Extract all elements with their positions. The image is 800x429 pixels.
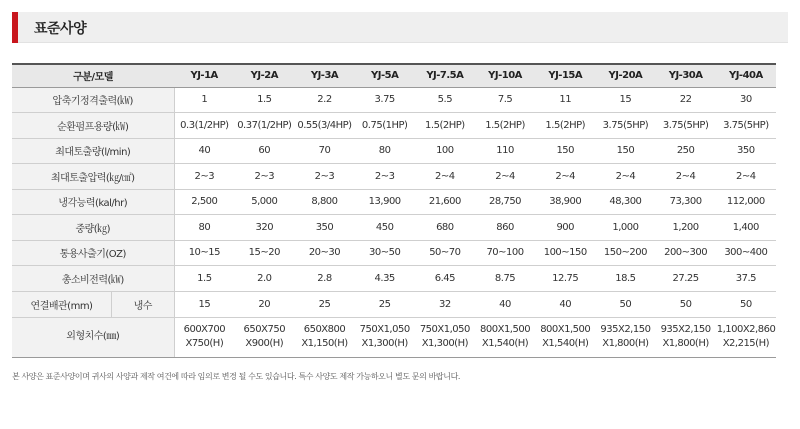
table-cell (535, 317, 595, 357)
table-cell: 2~3 (174, 164, 234, 190)
table-cell: 1 (174, 87, 234, 113)
table-cell: 30 (716, 87, 776, 113)
table-cell: 12.75 (535, 266, 595, 292)
dimension-line-2: X1,800(H) (662, 338, 709, 349)
dimension-line-1: 650X800 (303, 324, 346, 335)
dimension-line-2: X1,540(H) (481, 338, 529, 349)
table-cell: 2~3 (294, 164, 354, 190)
table-cell (355, 317, 415, 357)
dimension-line-1: 600X700 (183, 324, 226, 335)
table-cell: 50 (595, 291, 655, 317)
table-cell: 2,500 (174, 189, 234, 215)
table-body (12, 87, 776, 357)
table-cell: 32 (415, 291, 475, 317)
table-cell: 2~4 (595, 164, 655, 190)
dimension-line-1: 650X750 (243, 324, 286, 335)
table-cell: 70 (294, 138, 354, 164)
dimension-line-2: X1,300(H) (421, 338, 469, 349)
model-header: YJ-1A (174, 64, 234, 87)
table-cell: 8.75 (475, 266, 535, 292)
footnote: 본 사양은 표준사양이며 귀사의 사양과 제작 여건에 따라 임의로 변경 될 수도 있습니다. 특수 사양도 제작 가능하오니 별도 문의 바랍니다. (12, 372, 461, 381)
table-cell: 250 (656, 138, 716, 164)
dimension-line-1: 1,100X2,860 (716, 324, 776, 335)
title-accent-bar (12, 12, 18, 43)
row-label: 중량(㎏) (12, 215, 174, 241)
dimension-line-1: 800X1,500 (480, 324, 531, 335)
table-cell: 25 (355, 291, 415, 317)
table-cell: 50~70 (415, 240, 475, 266)
row-label: 냉각능력(kal/hr) (12, 189, 174, 215)
table-cell: 20~30 (294, 240, 354, 266)
table-row (12, 87, 776, 113)
table-cell: 1.5 (174, 266, 234, 292)
table-cell: 3.75 (355, 87, 415, 113)
table-cell: 450 (355, 215, 415, 241)
table-row (12, 138, 776, 164)
table-cell: 3.75(5HP) (716, 113, 776, 139)
table-cell: 5,000 (234, 189, 294, 215)
table-cell: 28,750 (475, 189, 535, 215)
table-cell: 27.25 (656, 266, 716, 292)
table-cell: 350 (294, 215, 354, 241)
table-cell: 60 (234, 138, 294, 164)
dimension-line-1: 750X1,050 (359, 324, 410, 335)
dimension-line-1: 935X2,150 (600, 324, 651, 335)
table-row (12, 189, 776, 215)
dimension-line-1: 800X1,500 (540, 324, 591, 335)
model-header: YJ-3A (294, 64, 354, 87)
dimension-line-2: X900(H) (245, 338, 284, 349)
table-cell: 100~150 (535, 240, 595, 266)
row-label: 최대토출량(l/min) (12, 138, 174, 164)
dimension-line-2: X1,540(H) (542, 338, 589, 349)
table-cell: 1.5 (234, 87, 294, 113)
table-row (12, 266, 776, 292)
table-cell: 300~400 (716, 240, 776, 266)
table-cell: 320 (234, 215, 294, 241)
table-cell: 8,800 (294, 189, 354, 215)
dimension-line-2: X750(H) (185, 338, 224, 349)
table-header-row (12, 64, 776, 87)
dimension-line-1: 935X2,150 (660, 324, 711, 335)
table-cell: 0.75(1HP) (355, 113, 415, 139)
row-label: 압축기정격출력(㎾) (12, 87, 174, 113)
table-cell: 21,600 (415, 189, 475, 215)
table-row-dimensions (12, 317, 776, 357)
table-cell: 48,300 (595, 189, 655, 215)
row-label: 통용사출기(OZ) (12, 240, 174, 266)
dimension-line-1: 750X1,050 (419, 324, 470, 335)
table-cell: 7.5 (475, 87, 535, 113)
table-cell: 2~4 (415, 164, 475, 190)
model-header: YJ-2A (234, 64, 294, 87)
table-cell: 0.37(1/2HP) (234, 113, 294, 139)
table-cell: 40 (475, 291, 535, 317)
table-cell: 2~4 (475, 164, 535, 190)
table-cell (234, 317, 294, 357)
table-cell: 15 (174, 291, 234, 317)
table-cell: 1.5(2HP) (535, 113, 595, 139)
table-cell: 25 (294, 291, 354, 317)
section-title: 표준사양 (34, 21, 87, 37)
table-cell: 2.0 (234, 266, 294, 292)
row-label: 최대토출압력(㎏/㎠) (12, 164, 174, 190)
row-label-connection (12, 291, 174, 317)
connection-sublabel: 냉수 (133, 300, 152, 312)
table-cell: 6.45 (415, 266, 475, 292)
table-cell: 50 (656, 291, 716, 317)
dimension-line-2: X1,150(H) (301, 338, 348, 349)
table-cell: 112,000 (716, 189, 776, 215)
table-cell: 900 (535, 215, 595, 241)
table-cell: 10~15 (174, 240, 234, 266)
section-title-bar (12, 12, 788, 43)
table-cell: 1,200 (656, 215, 716, 241)
table-cell: 11 (535, 87, 595, 113)
model-header: YJ-30A (656, 64, 716, 87)
table-cell: 38,900 (535, 189, 595, 215)
table-cell: 0.3(1/2HP) (174, 113, 234, 139)
table-row-connection (12, 291, 776, 317)
table-cell: 150 (535, 138, 595, 164)
row-label: 순환펌프용량(㎾) (12, 113, 174, 139)
table-cell: 2~3 (355, 164, 415, 190)
model-header: YJ-20A (595, 64, 655, 87)
table-cell: 2.2 (294, 87, 354, 113)
table-cell: 18.5 (595, 266, 655, 292)
table-cell: 15~20 (234, 240, 294, 266)
model-header: YJ-7.5A (415, 64, 475, 87)
table-cell: 70~100 (475, 240, 535, 266)
row-label: 총소비전력(㎾) (12, 266, 174, 292)
spec-table (12, 63, 776, 358)
model-header: YJ-40A (716, 64, 776, 87)
table-cell: 15 (595, 87, 655, 113)
table-cell: 350 (716, 138, 776, 164)
table-cell: 200~300 (656, 240, 716, 266)
table-cell: 40 (174, 138, 234, 164)
table-row (12, 113, 776, 139)
table-cell (595, 317, 655, 357)
table-cell: 50 (716, 291, 776, 317)
table-cell: 110 (475, 138, 535, 164)
table-cell: 40 (535, 291, 595, 317)
table-cell: 860 (475, 215, 535, 241)
table-cell: 1.5(2HP) (475, 113, 535, 139)
dimension-line-2: X1,300(H) (361, 338, 408, 349)
table-cell: 73,300 (656, 189, 716, 215)
table-cell: 5.5 (415, 87, 475, 113)
table-cell: 100 (415, 138, 475, 164)
table-cell (415, 317, 475, 357)
table-cell: 1.5(2HP) (415, 113, 475, 139)
table-cell: 3.75(5HP) (595, 113, 655, 139)
table-cell: 2~4 (716, 164, 776, 190)
model-header: YJ-10A (475, 64, 535, 87)
table-cell (475, 317, 535, 357)
corner-header: 구분/모델 (12, 64, 174, 87)
table-cell: 150~200 (595, 240, 655, 266)
table-cell: 2~3 (234, 164, 294, 190)
table-cell: 20 (234, 291, 294, 317)
dimension-line-2: X2,215(H) (722, 338, 769, 349)
connection-label: 연결배관(mm) (12, 292, 112, 317)
table-cell: 80 (355, 138, 415, 164)
table-cell: 1,000 (595, 215, 655, 241)
table-cell: 13,900 (355, 189, 415, 215)
table-cell: 2~4 (656, 164, 716, 190)
table-cell: 0.55(3/4HP) (294, 113, 354, 139)
table-cell (656, 317, 716, 357)
table-row (12, 164, 776, 190)
table-cell: 680 (415, 215, 475, 241)
table-cell: 22 (656, 87, 716, 113)
table-cell: 37.5 (716, 266, 776, 292)
table-cell: 2~4 (535, 164, 595, 190)
model-header: YJ-15A (535, 64, 595, 87)
table-cell: 1,400 (716, 215, 776, 241)
table-row (12, 215, 776, 241)
table-cell: 2.8 (294, 266, 354, 292)
table-cell (716, 317, 776, 357)
model-header: YJ-5A (355, 64, 415, 87)
row-label: 외형치수(㎜) (12, 317, 174, 357)
table-cell: 150 (595, 138, 655, 164)
table-cell: 3.75(5HP) (656, 113, 716, 139)
table-row (12, 240, 776, 266)
table-cell (174, 317, 234, 357)
table-cell (294, 317, 354, 357)
table-cell: 80 (174, 215, 234, 241)
table-cell: 4.35 (355, 266, 415, 292)
table-cell: 30~50 (355, 240, 415, 266)
dimension-line-2: X1,800(H) (602, 338, 649, 349)
